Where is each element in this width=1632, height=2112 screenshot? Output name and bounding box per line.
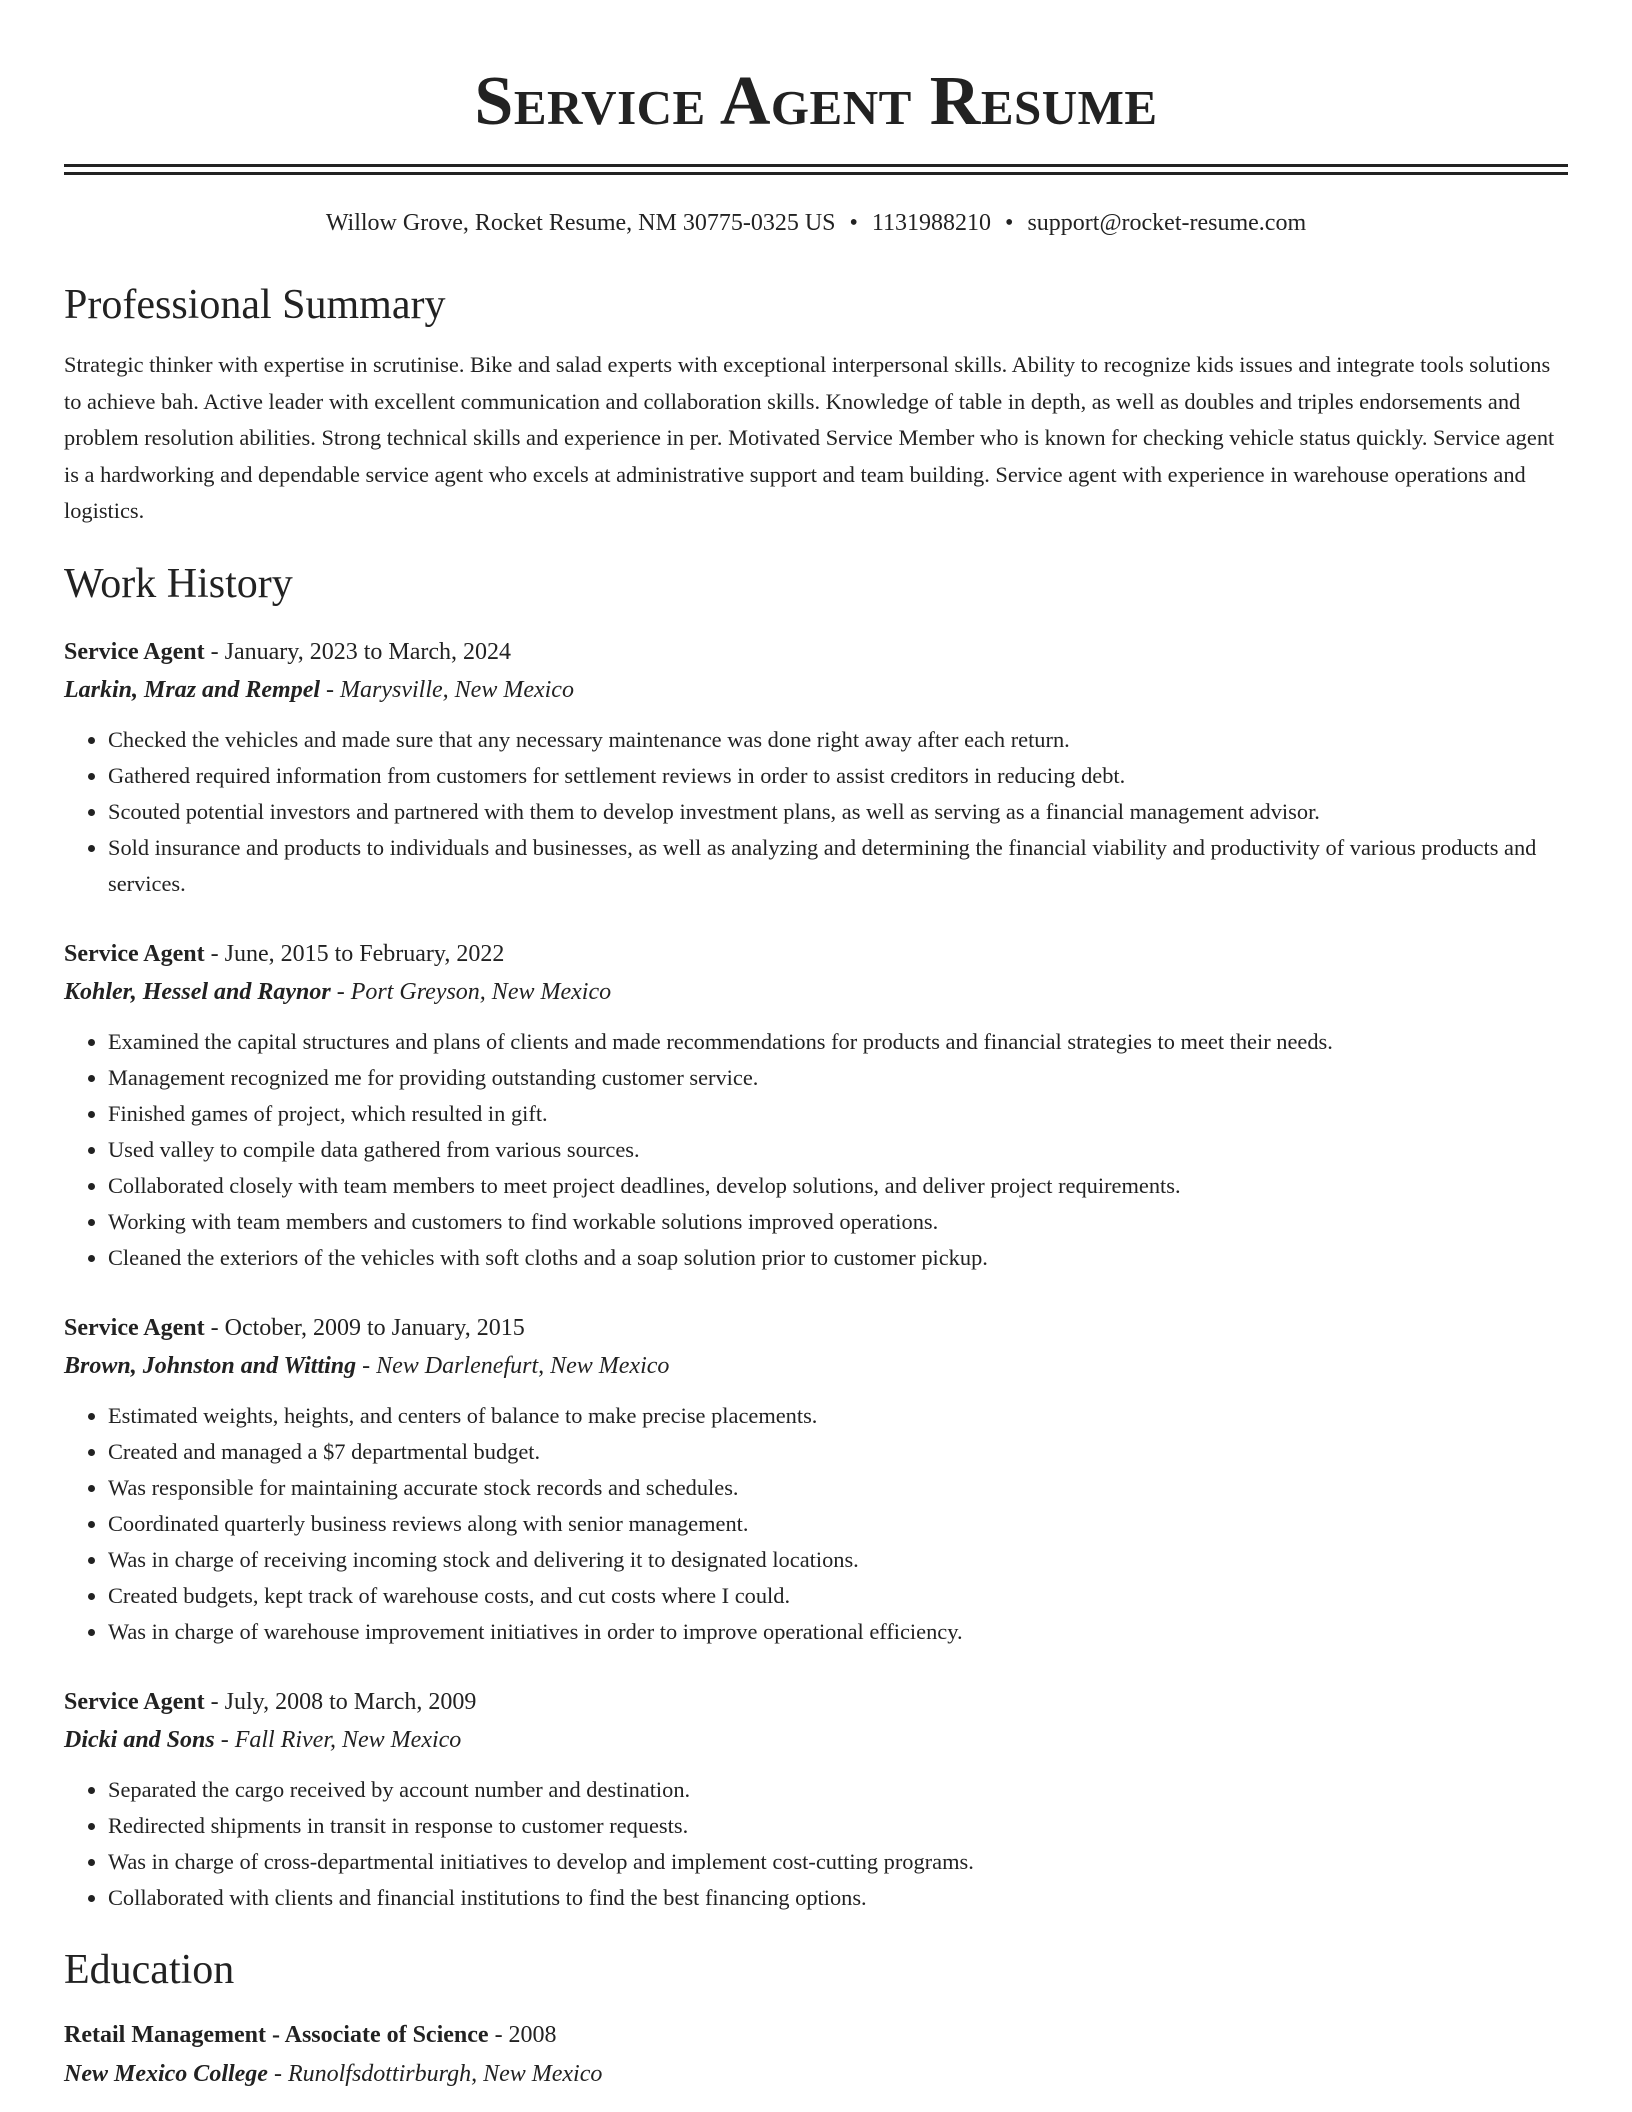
job-employer [64,1346,1568,1386]
job-employer [64,1720,1568,1760]
duty-item: • Was in charge of receiving incoming stock and delivering it to designated locations. [108,1542,1568,1578]
education-school-line [64,2054,1568,2094]
job-title: Service Agent [64,638,205,665]
contact-separator: • [1005,210,1014,236]
job-company: Brown, Johnston and Witting [64,1352,357,1379]
job-duties [64,1398,1568,1650]
job-title: Service Agent [64,1314,205,1341]
job-duties [64,1772,1568,1916]
job-title: Service Agent [64,940,205,967]
job-employer [64,972,1568,1012]
resume-title: Service Agent Resume [474,63,1158,140]
duty-item: • Collaborated with clients and financial institutions to find the best financing options. [108,1880,1568,1916]
work-history-heading: Work History [64,560,293,607]
job-company: Dicki and Sons [64,1726,215,1753]
summary-heading: Professional Summary [64,282,446,328]
job-company: Larkin, Mraz and Rempel [64,676,321,703]
contact-separator: • [849,210,858,236]
duty-item: • Checked the vehicles and made sure that any necessary maintenance was done right away after each return. [108,722,1568,758]
job-title: Service Agent [64,1688,205,1715]
contact-line [64,207,1568,239]
duty-item: • Separated the cargo received by account number and destination. [108,1772,1568,1808]
title-divider-bottom [64,172,1568,175]
duty-item: • Sold insurance and products to individuals and businesses, as well as analyzing and determining the financial viability and productivity of various products and services. [108,830,1568,902]
summary-text: Strategic thinker with expertise in scrutinise. Bike and salad experts with exceptional interpersonal skills. Ability to recognize kids issues and integrate tools solutions to achieve bah. Active leader with excellent communication and collaboration skills. Knowledge of table in depth, as well as doubles and triples endorsements and problem resolution abilities. Strong technical skills and experience in per. Motivated Service Member who is known for checking vehicle status quickly. Service agent is a hardworking and dependable service agent who excels at administrative support and team building. Service agent with experience in warehouse operations and logistics. [64,352,1555,523]
education-header [64,2016,1568,2054]
job-entry [64,634,1568,902]
duty-item: • Gathered required information from customers for settlement reviews in order to assist creditors in reducing debt. [108,758,1568,794]
job-entry [64,1684,1568,1916]
duty-item: • Management recognized me for providing outstanding customer service. [108,1060,1568,1096]
duty-item: • Working with team members and customers to find workable solutions improved operations. [108,1204,1568,1240]
education-degree: Retail Management - Associate of Science [64,2021,489,2048]
duty-item: • Used valley to compile data gathered from various sources. [108,1132,1568,1168]
duty-item: • Examined the capital structures and plans of clients and made recommendations for products and financial strategies to meet their needs. [108,1024,1568,1060]
duty-item: • Coordinated quarterly business reviews along with senior management. [108,1506,1568,1542]
job-dates: - January, 2023 to March, 2024 [210,638,511,665]
job-header [64,634,1568,670]
duty-item: • Created and managed a $7 departmental budget. [108,1434,1568,1470]
job-dates: - June, 2015 to February, 2022 [210,940,505,967]
contact-email: support@rocket-resume.com [1027,210,1307,236]
job-employer [64,670,1568,710]
job-entry [64,936,1568,1276]
job-location: - Fall River, New Mexico [220,1726,462,1753]
duty-item: • Cleaned the exteriors of the vehicles with soft cloths and a soap solution prior to customer pickup. [108,1240,1568,1276]
duty-item: • Redirected shipments in transit in response to customer requests. [108,1808,1568,1844]
education-school: New Mexico College [64,2060,268,2087]
duty-item: • Scouted potential investors and partnered with them to develop investment plans, as well as serving as a financial management advisor. [108,794,1568,830]
duty-item: • Collaborated closely with team members to meet project deadlines, develop solutions, and deliver project requirements. [108,1168,1568,1204]
contact-phone: 1131988210 [871,210,992,236]
duty-item: • Was responsible for maintaining accurate stock records and schedules. [108,1470,1568,1506]
job-location: - Marysville, New Mexico [326,676,574,703]
duty-item: • Estimated weights, heights, and centers of balance to make precise placements. [108,1398,1568,1434]
job-duties [64,1024,1568,1276]
education-heading: Education [64,1946,235,1993]
job-entry [64,1310,1568,1650]
resume-page [64,0,1568,2094]
education-year: - 2008 [494,2021,557,2048]
education-entry [64,2016,1568,2094]
job-header [64,1310,1568,1346]
job-duties [64,722,1568,902]
job-dates: - October, 2009 to January, 2015 [210,1314,525,1341]
contact-address: Willow Grove, Rocket Resume, NM 30775-0325 US [325,210,836,236]
education-location: - Runolfsdottirburgh, New Mexico [273,2060,603,2087]
job-location: - Port Greyson, New Mexico [336,978,612,1005]
duty-item: • Was in charge of warehouse improvement initiatives in order to improve operational efficiency. [108,1614,1568,1650]
job-header [64,936,1568,972]
duty-item: • Was in charge of cross-departmental initiatives to develop and implement cost-cutting programs. [108,1844,1568,1880]
duty-item: • Finished games of project, which resulted in gift. [108,1096,1568,1132]
job-company: Kohler, Hessel and Raynor [64,978,331,1005]
job-dates: - July, 2008 to March, 2009 [210,1688,477,1715]
job-location: - New Darlenefurt, New Mexico [362,1352,670,1379]
duty-item: • Created budgets, kept track of warehouse costs, and cut costs where I could. [108,1578,1568,1614]
job-header [64,1684,1568,1720]
